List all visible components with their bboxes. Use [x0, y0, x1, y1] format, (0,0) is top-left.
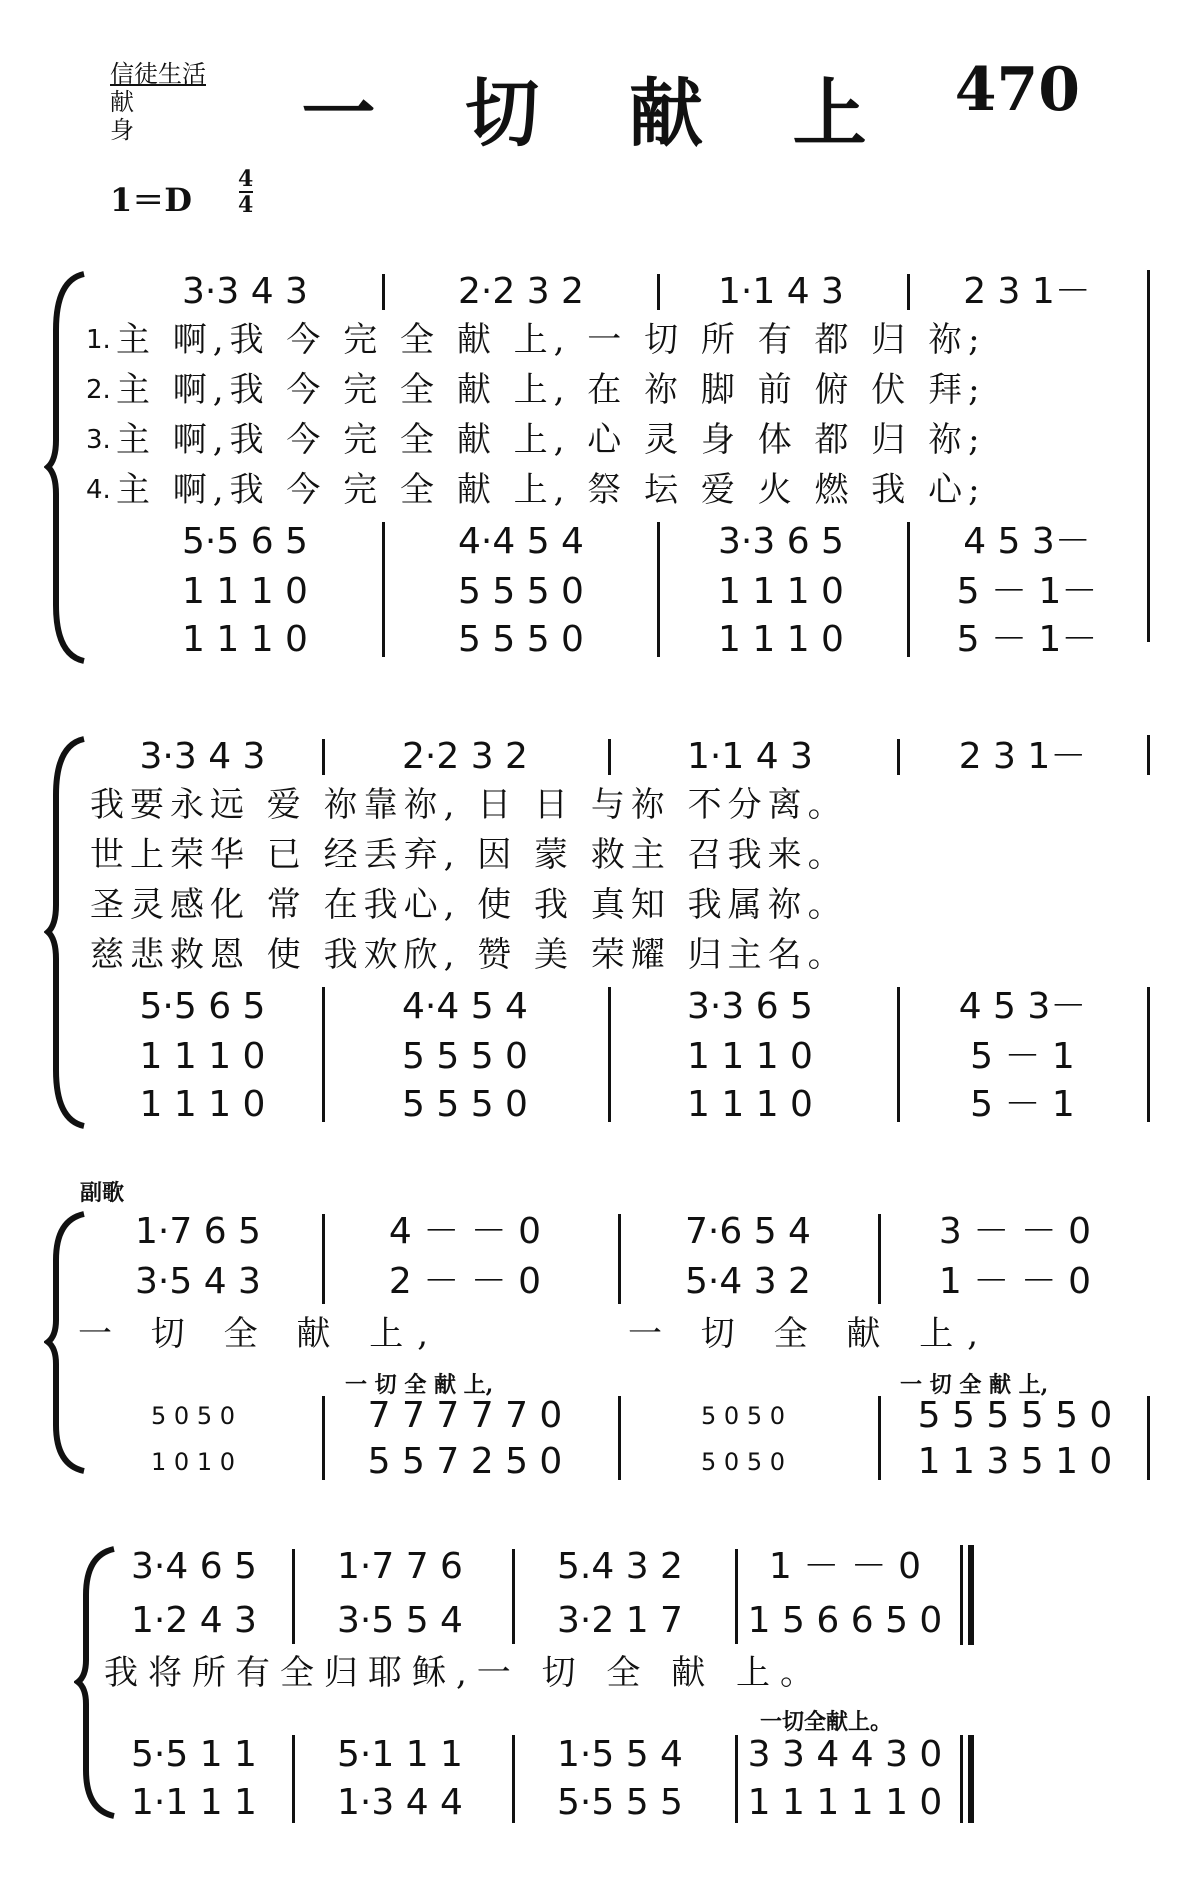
lyric-line: 圣灵感化 常 在我心, 使 我 真知 我属祢。 [90, 885, 848, 925]
measure: 2·2 3 2 [402, 736, 528, 777]
verse-row [0, 468, 1200, 512]
measure: 1 1 1 0 [687, 1036, 813, 1077]
lyric-row [0, 1312, 1200, 1356]
verse-number: 4. [86, 475, 111, 505]
lyric-line: 主 啊,我 今 完 全 献 上, 在 祢 脚 前 俯 伏 拜; [116, 370, 986, 410]
upper-row [0, 1260, 1200, 1304]
lyric-line: 主 啊,我 今 完 全 献 上, 一 切 所 有 都 归 祢; [116, 320, 986, 360]
measure: 3·3 4 3 [139, 736, 266, 777]
lyric-row [0, 783, 1200, 827]
verse-row [0, 418, 1200, 462]
measure: 5 5 5 0 [402, 1036, 528, 1077]
measure: 4·4 5 4 [458, 521, 584, 562]
lyric-line: 主 啊,我 今 完 全 献 上, 祭 坛 爱 火 燃 我 心; [116, 470, 986, 510]
category-text: 信徒生活 [110, 60, 206, 88]
chorus-label: 副歌 [80, 1181, 125, 1206]
verse-row [0, 318, 1200, 362]
upper-row [0, 1599, 1200, 1643]
measure: 5·1 1 1 [337, 1734, 463, 1775]
harmony-row [0, 1083, 1200, 1127]
measure: 5 － 1 [970, 1036, 1075, 1077]
lyric-row [0, 833, 1200, 877]
measure: 1·7 7 6 [337, 1546, 463, 1587]
measure: 1·1 4 3 [718, 271, 844, 312]
measure: 3·3 6 5 [687, 986, 813, 1027]
measure: 5 － 1 [970, 1084, 1075, 1125]
measure: 5·5 5 5 [557, 1782, 683, 1823]
measure: 5 5 5 0 [458, 619, 584, 660]
measure: 3·2 1 7 [557, 1600, 683, 1641]
measure: 3·4 6 5 [131, 1546, 257, 1587]
measure: 5 － 1－ [956, 571, 1098, 612]
measure: 2 3 1－ [963, 271, 1091, 312]
measure: 1 1 1 0 [139, 1036, 266, 1077]
lower-row [0, 1733, 1200, 1777]
measure: 2·2 3 2 [458, 271, 584, 312]
hymn-title: 一 切 献 上 [301, 71, 899, 157]
lyric-line: 我将所有全归耶稣,一 切 全 献 上。 [104, 1653, 825, 1693]
measure: 1 1 1 1 1 0 [747, 1782, 943, 1823]
measure: 1 1 1 0 [182, 571, 308, 612]
lyric-line: 慈悲救恩 使 我欢欣, 赞 美 荣耀 归主名。 [90, 935, 848, 975]
lyric-row [0, 933, 1200, 977]
measure: 1 1 3 5 1 0 [917, 1441, 1113, 1482]
measure: 5.4 3 2 [557, 1546, 683, 1587]
measure: 5 0 5 0 [151, 1402, 235, 1430]
lyric-line: 主 啊,我 今 完 全 献 上, 心 灵 身 体 都 归 祢; [116, 420, 986, 460]
measure: 1 1 1 0 [718, 619, 844, 660]
lower-row [0, 1781, 1200, 1825]
measure: 5 － 1－ [956, 619, 1098, 660]
verse-number: 3. [86, 425, 111, 455]
lower-row [0, 1394, 1200, 1438]
lyric-line: 一 切 全 献 上, [78, 1314, 443, 1354]
measure: 1 0 1 0 [151, 1448, 235, 1476]
measure: 1 1 1 0 [687, 1084, 813, 1125]
measure: 3 － － 0 [938, 1211, 1092, 1252]
cue-lyric: 一 切 全 献 上, [900, 1372, 1049, 1398]
system-4 [0, 1545, 1200, 1825]
key-signature: 1＝D [110, 181, 193, 219]
lower-row [0, 1440, 1200, 1484]
measure: 1 1 1 0 [182, 619, 308, 660]
measure: 5 5 5 5 5 0 [917, 1395, 1113, 1436]
measure: 4 － － 0 [388, 1211, 542, 1252]
lyric-line: 我要永远 爱 祢靠祢, 日 日 与祢 不分离。 [90, 785, 848, 825]
measure: 5 0 5 0 [701, 1402, 785, 1430]
measure: 1 1 1 0 [139, 1084, 266, 1125]
verse-row [0, 368, 1200, 412]
system-3 [0, 1210, 1200, 1480]
cue-lyric: 一切全献上。 [760, 1709, 893, 1735]
measure: 2 － － 0 [388, 1261, 542, 1302]
measure: 3 3 4 4 3 0 [747, 1734, 943, 1775]
measure: 2 3 1－ [958, 736, 1087, 777]
time-top: 4 [238, 166, 254, 192]
measure: 5 5 5 0 [458, 571, 584, 612]
measure: 3·3 4 3 [182, 271, 308, 312]
time-bottom: 4 [238, 192, 254, 218]
measure: 3·3 6 5 [718, 521, 844, 562]
measure: 1 1 1 0 [718, 571, 844, 612]
measure: 7·6 5 4 [685, 1211, 811, 1252]
subcategory-text: 献 身 [110, 88, 172, 144]
hymn-number: 470 [954, 55, 1080, 125]
verse-number: 2. [86, 375, 111, 405]
measure: 5 5 5 0 [402, 1084, 528, 1125]
lyric-row [0, 883, 1200, 927]
measure: 1 5 6 6 5 0 [747, 1600, 943, 1641]
measure: 1·1 4 3 [687, 736, 813, 777]
measure: 3·5 5 4 [337, 1600, 463, 1641]
measure: 5·5 6 5 [139, 986, 266, 1027]
measure: 5·5 1 1 [131, 1734, 257, 1775]
upper-row [0, 1210, 1200, 1254]
harmony-row [0, 618, 1200, 662]
harmony-row [0, 520, 1200, 564]
measure: 1 － － 0 [768, 1546, 922, 1587]
measure: 7 7 7 7 7 0 [367, 1395, 563, 1436]
upper-row [0, 1545, 1200, 1589]
measure: 5·5 6 5 [182, 521, 308, 562]
harmony-row [0, 985, 1200, 1029]
measure: 5 0 5 0 [701, 1448, 785, 1476]
measure: 4 5 3－ [963, 521, 1091, 562]
system-1 [0, 270, 1200, 670]
measure: 5·4 3 2 [685, 1261, 811, 1302]
lyric-line: 世上荣华 已 经丢弃, 因 蒙 救主 召我来。 [90, 835, 848, 875]
measure: 4 5 3－ [958, 986, 1087, 1027]
time-signature [238, 168, 253, 216]
system-2 [0, 735, 1200, 1135]
measure: 1·1 1 1 [131, 1782, 257, 1823]
measure: 5 5 7 2 5 0 [367, 1441, 563, 1482]
melody-row [0, 270, 1200, 314]
cue-lyric: 一 切 全 献 上, [345, 1372, 494, 1398]
lyric-row [0, 1651, 1200, 1695]
harmony-row [0, 570, 1200, 614]
measure: 4·4 5 4 [402, 986, 528, 1027]
melody-row [0, 735, 1200, 779]
harmony-row [0, 1035, 1200, 1079]
measure: 3·5 4 3 [135, 1261, 261, 1302]
verse-number: 1. [86, 325, 111, 355]
measure: 1·5 5 4 [557, 1734, 683, 1775]
measure: 1·7 6 5 [135, 1211, 261, 1252]
measure: 1·3 4 4 [337, 1782, 463, 1823]
measure: 1 － － 0 [938, 1261, 1092, 1302]
lyric-line: 一 切 全 献 上, [628, 1314, 993, 1354]
measure: 1·2 4 3 [131, 1600, 257, 1641]
